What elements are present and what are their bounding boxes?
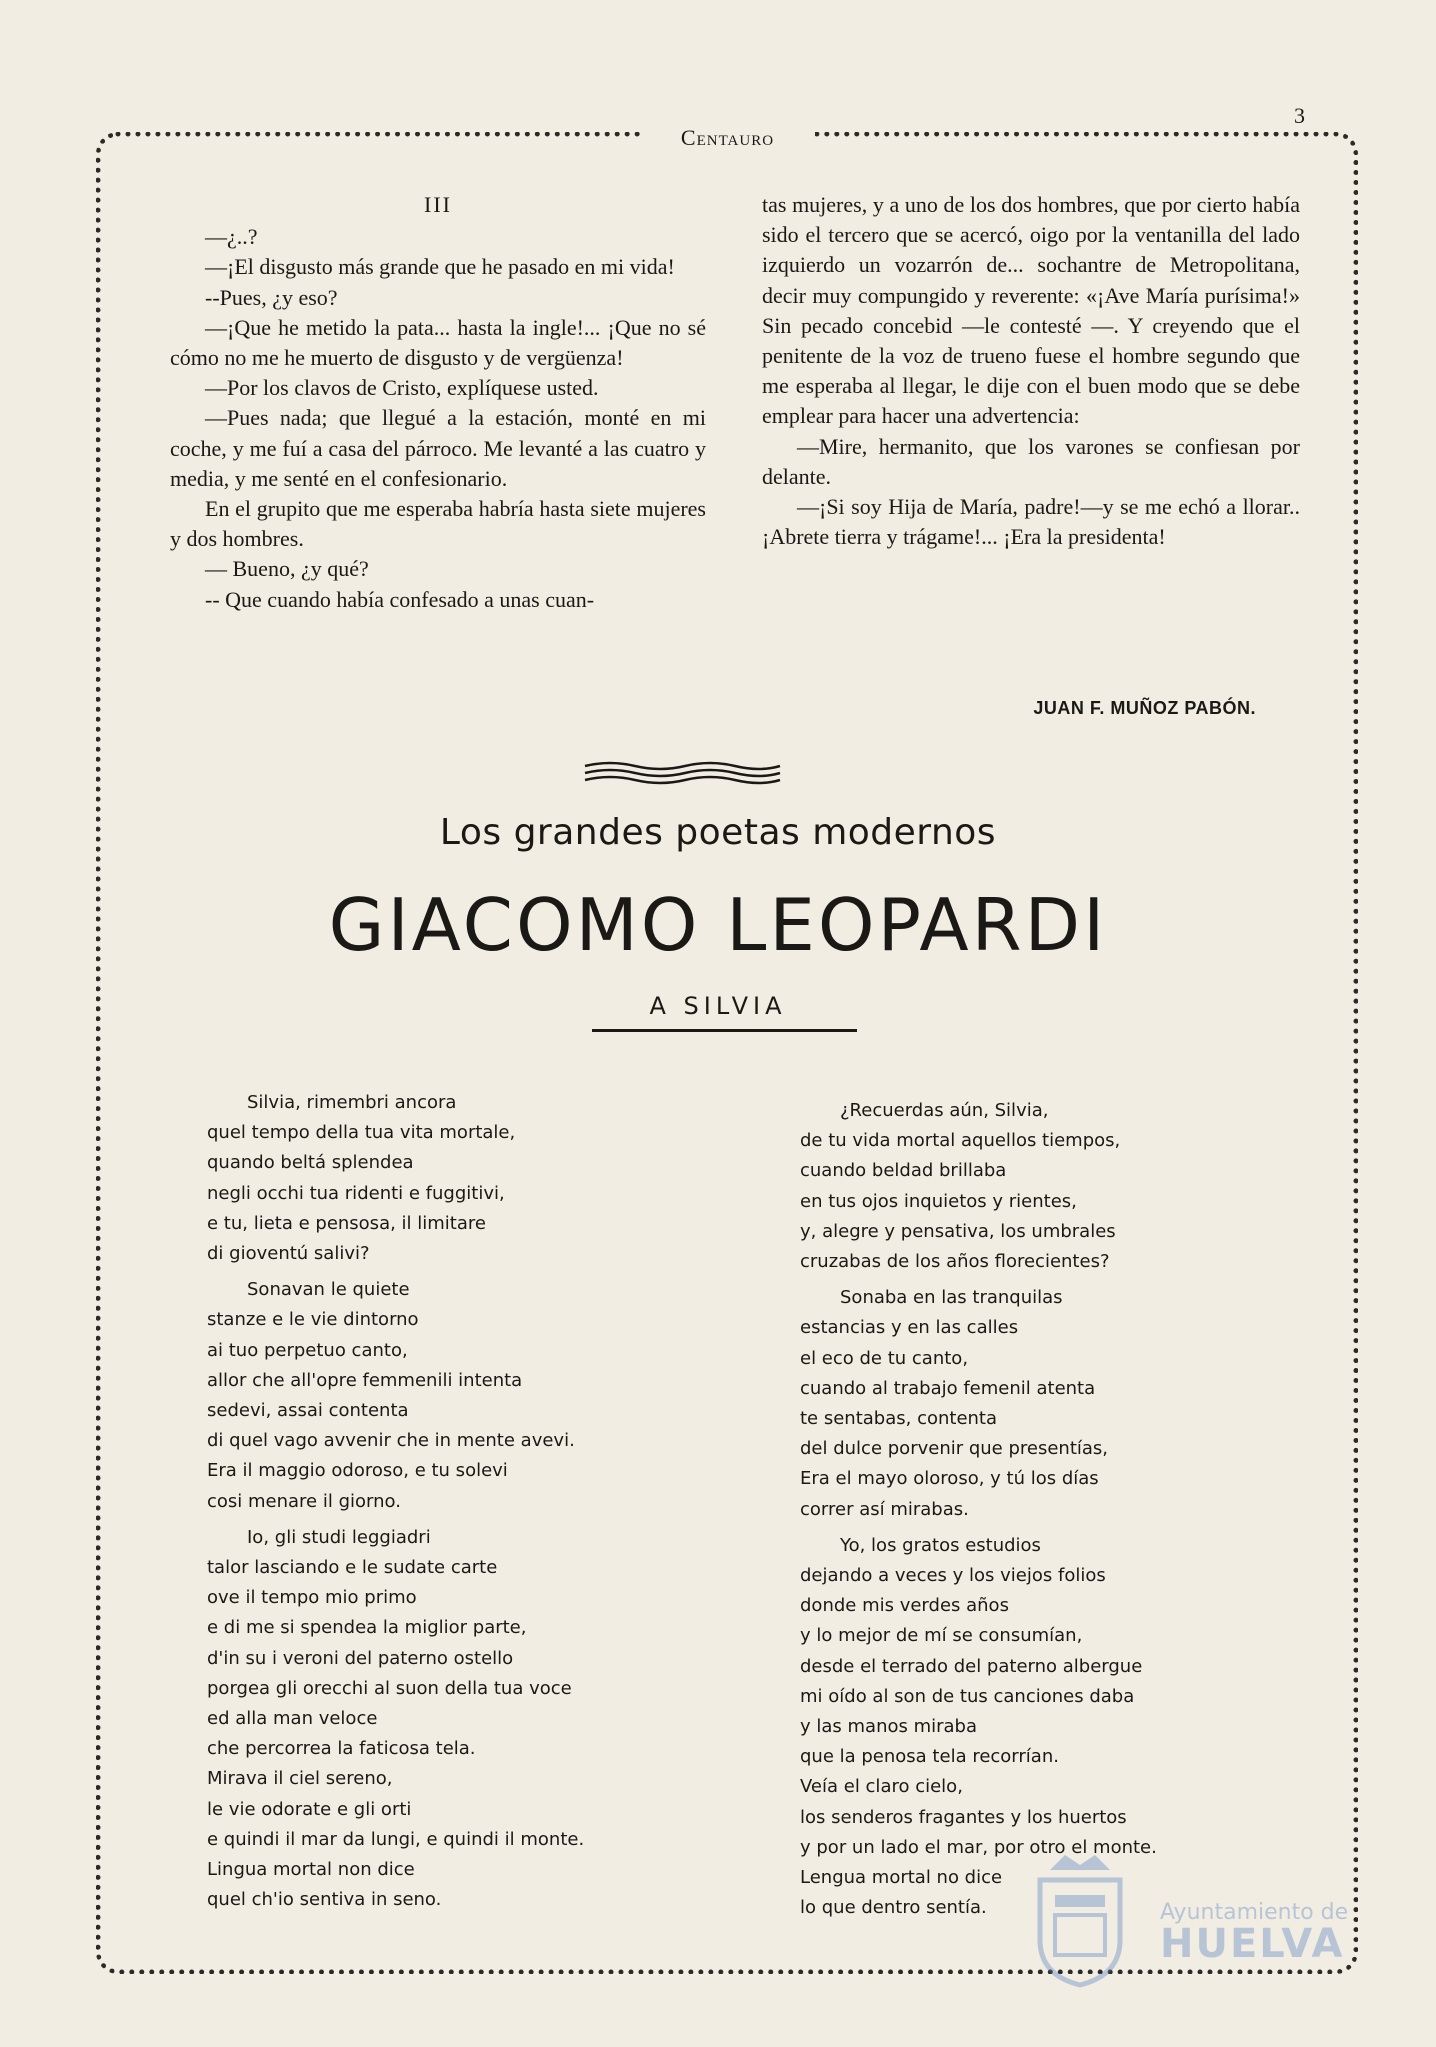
story-paragraph: —¡Que he metido la pata... hasta la ingle!... ¡Que no sé cómo no me he muerto de disgusto y de vergüenza! — [170, 314, 706, 371]
story-paragraph: —Pues nada; que llegué a la estación, monté en mi coche, y me fuí a casa del párroco. Me levanté a las cuatro y media, y me senté en el confesionario. — [170, 405, 706, 491]
poem-line: e tu, lieta e pensosa, il limitare — [207, 1212, 486, 1234]
story-column-left — [170, 190, 706, 615]
poem-line: correr así mirabas. — [800, 1498, 969, 1520]
poem-line: los senderos fragantes y los huertos — [800, 1806, 1127, 1828]
poem-line: sedevi, assai contenta — [207, 1400, 409, 1422]
poem-line: Mirava il ciel sereno, — [207, 1768, 393, 1790]
poem-line: del dulce porvenir que presentías, — [800, 1438, 1109, 1460]
poem-line: allor che all'opre femmenili intenta — [207, 1369, 523, 1391]
poem-line: cuando al trabajo femenil atenta — [800, 1377, 1096, 1399]
poem-line: donde mis verdes años — [800, 1595, 1009, 1617]
poem-line: e di me si spendea la miglior parte, — [207, 1617, 527, 1639]
wave-ornament-divider — [580, 758, 785, 788]
poem-line: quel ch'io sentiva in seno. — [207, 1889, 442, 1911]
poem-line: mi oído al son de tus canciones daba — [800, 1685, 1135, 1707]
poem-line: de tu vida mortal aquellos tiempos, — [800, 1130, 1121, 1152]
poem-line: Lengua mortal no dice — [800, 1867, 1003, 1889]
poem-line: ed alla man veloce — [207, 1708, 378, 1730]
poem-stanza — [207, 1088, 584, 1269]
poem-line: y lo mejor de mí se consumían, — [800, 1625, 1083, 1647]
poem-line: lo que dentro sentía. — [800, 1897, 987, 1919]
poem-line: e quindi il mar da lungi, e quindi il monte. — [207, 1828, 585, 1850]
poem-line: cosi menare il giorno. — [207, 1490, 401, 1512]
poem-line: desde el terrado del paterno albergue — [800, 1655, 1143, 1677]
story-paragraph: --Pues, ¿y eso? — [205, 284, 338, 310]
poem-title: A SILVIA — [649, 992, 787, 1020]
poem-stanza — [207, 1275, 584, 1517]
poem-stanza — [800, 1283, 1157, 1525]
poem-line: que la penosa tela recorrían. — [800, 1746, 1059, 1768]
poem-line: quando beltá splendea — [207, 1152, 414, 1174]
author-signature: JUAN F. MUÑOZ PABÓN. — [1033, 698, 1256, 718]
story-paragraph: — Bueno, ¿y qué? — [205, 556, 369, 582]
poem-line: che percorrea la faticosa tela. — [207, 1738, 476, 1760]
poem-line: Veía el claro cielo, — [800, 1776, 963, 1798]
poem-line: d'in su i veroni del paterno ostello — [207, 1647, 514, 1669]
watermark-line: Ayuntamiento de — [1160, 1900, 1349, 1925]
story-paragraph: —Mire, hermanito, que los varones se confiesan por delante. — [762, 433, 1300, 489]
watermark-city: HUELVA — [1160, 1921, 1345, 1967]
poem-line: estancias y en las calles — [800, 1317, 1019, 1339]
poem-line: stanze e le vie dintorno — [207, 1309, 419, 1331]
poem-line: porgea gli orecchi al suon della tua voce — [207, 1677, 572, 1699]
poem-italian-column — [207, 1088, 584, 1921]
poem-line: Era il maggio odoroso, e tu solevi — [207, 1460, 508, 1482]
poem-stanza — [800, 1096, 1157, 1277]
poem-line: quel tempo della tua vita mortale, — [207, 1122, 516, 1144]
poem-line: Lingua mortal non dice — [207, 1859, 415, 1881]
poem-line: y, alegre y pensativa, los umbrales — [800, 1220, 1116, 1242]
poem-line: ove il tempo mio primo — [207, 1587, 417, 1609]
poem-line: di quel vago avvenir che in mente avevi. — [207, 1430, 575, 1452]
poem-line: le vie odorate e gli orti — [207, 1798, 412, 1820]
poet-name-headline: GIACOMO LEOPARDI — [328, 883, 1108, 967]
poem-stanza — [207, 1523, 584, 1916]
poem-line: di gioventú salivi? — [207, 1243, 370, 1265]
poem-line: Sonaba en las tranquilas — [840, 1287, 1063, 1309]
poem-line: Yo, los gratos estudios — [840, 1534, 1041, 1556]
magazine-title: Centauro — [640, 120, 815, 156]
watermark-text — [1160, 1900, 1348, 1967]
city-crest-icon — [1020, 1850, 1140, 1990]
poem-line: cuando beldad brillaba — [800, 1160, 1007, 1182]
archive-watermark — [1020, 1850, 1360, 1990]
poem-line: y las manos miraba — [800, 1716, 978, 1738]
poem-line: Sonavan le quiete — [247, 1279, 410, 1301]
poem-line: ai tuo perpetuo canto, — [207, 1339, 408, 1361]
poem-line: negli occhi tua ridenti e fuggitivi, — [207, 1182, 505, 1204]
page-number: 3 — [1294, 103, 1305, 128]
story-paragraph: -- Que cuando había confesado a unas cuan- — [205, 586, 595, 612]
poem-line: el eco de tu canto, — [800, 1347, 969, 1369]
poem-line: Silvia, rimembri ancora — [247, 1092, 457, 1113]
story-paragraph: —Por los clavos de Cristo, explíquese usted. — [205, 375, 599, 401]
poem-line: en tus ojos inquietos y rientes, — [800, 1190, 1077, 1212]
poem-line: Era el mayo oloroso, y tú los días — [800, 1468, 1099, 1490]
story-paragraph: —¡El disgusto más grande que he pasado en mi vida! — [205, 254, 675, 280]
poem-spanish-column — [800, 1096, 1157, 1929]
series-title: Los grandes poetas modernos — [439, 812, 997, 853]
story-column-right — [762, 190, 1300, 552]
poem-line: Io, gli studi leggiadri — [247, 1526, 431, 1548]
poem-line: dejando a veces y los viejos folios — [800, 1565, 1106, 1587]
story-paragraph: —¡Si soy Hija de María, padre!—y se me echó a llorar.. ¡Abrete tierra y trágame!... ¡Era la presidenta! — [762, 494, 1300, 550]
story-paragraph: tas mujeres, y a uno de los dos hombres, que por cierto había sido el tercero que se acercó, oigo por la ventanilla del lado izquierdo un vozarrón de... sochantre de Metropolitana, decir muy compungido y reverente: «¡Ave María purísima!» Sin pecado concebid —le contesté —. Y creyendo que el penitente de la voz de trueno fuese el hombre segundo que me esperaba al llegar, le dije con el buen modo que se debe emplear para hacer una advertencia: — [762, 192, 1300, 429]
poem-line: cruzabas de los años florecientes? — [800, 1251, 1110, 1273]
poem-line: te sentabas, contenta — [800, 1408, 998, 1430]
poem-title-underline — [592, 1029, 857, 1032]
story-paragraph: En el grupito que me esperaba habría hasta siete mujeres y dos hombres. — [170, 496, 706, 552]
poem-line: ¿Recuerdas aún, Silvia, — [840, 1100, 1049, 1121]
poem-line: talor lasciando e le sudate carte — [207, 1557, 498, 1579]
section-mark: III — [424, 192, 452, 217]
story-paragraph: —¿..? — [205, 224, 258, 250]
poem-line: y por un lado el mar, por otro el monte. — [800, 1836, 1157, 1858]
